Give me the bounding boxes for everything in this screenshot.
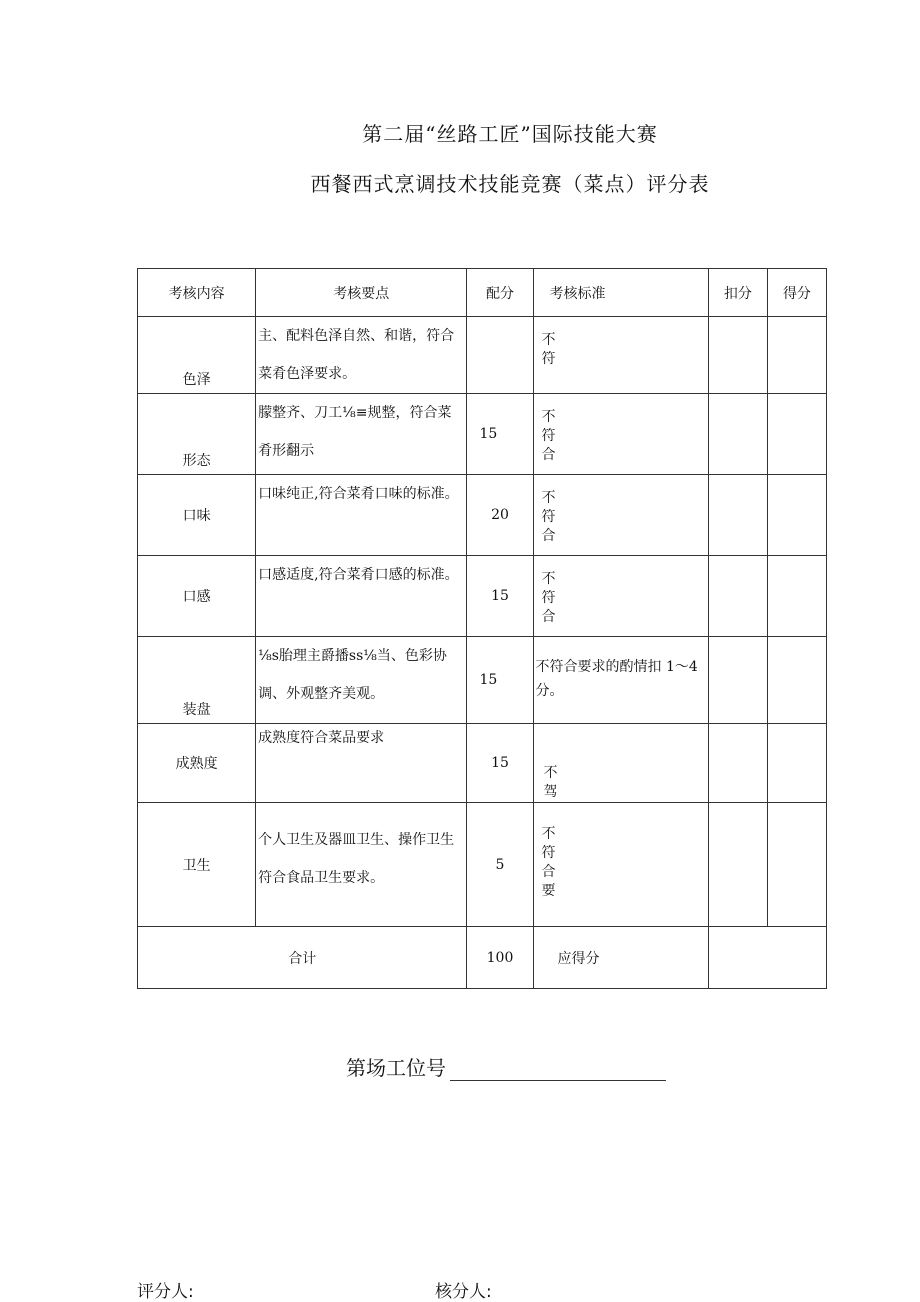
row-standard-text: 不符合 [541, 490, 556, 544]
row-score: 15 [467, 637, 533, 724]
score-table [137, 268, 827, 989]
row-score: 15 [467, 556, 533, 637]
row-earned-cell[interactable] [767, 317, 826, 394]
title-line-1: 第二届“丝路工匠”国际技能大赛 [362, 122, 658, 146]
row-standard [533, 803, 708, 927]
station-line [346, 1052, 666, 1081]
total-score: 100 [467, 927, 533, 989]
row-earned-cell[interactable] [767, 394, 826, 475]
row-points: 个人卫生及器皿卫生、操作卫生符合食品卫生要求。 [256, 803, 467, 927]
row-deduction-cell[interactable] [708, 556, 767, 637]
row-category: 装盘 [138, 637, 256, 724]
row-points: 朦整齐、刀工⅛≡规整，符合菜肴形翻示 [256, 394, 467, 475]
table-header-row [138, 269, 827, 317]
row-earned-cell[interactable] [767, 803, 826, 927]
row-score: 15 [467, 724, 533, 803]
total-standard-label: 应得分 [533, 927, 708, 989]
row-earned-cell[interactable] [767, 556, 826, 637]
row-deduction-cell[interactable] [708, 394, 767, 475]
row-points: 口味纯正,符合菜肴口味的标准。 [256, 475, 467, 556]
row-standard-text: 不驾 [543, 765, 558, 800]
total-row [138, 927, 827, 989]
row-standard-text: 不符合 [541, 571, 556, 625]
row-earned-cell[interactable] [767, 475, 826, 556]
row-deduction-cell[interactable] [708, 317, 767, 394]
row-score: 15 [467, 394, 533, 475]
row-standard [533, 556, 708, 637]
row-deduction-cell[interactable] [708, 724, 767, 803]
title-line-2: 西餐西式烹调技术技能竞赛（菜点）评分表 [310, 172, 710, 196]
station-number-field[interactable] [450, 1060, 666, 1081]
table-row [138, 317, 827, 394]
header-deduction: 扣分 [708, 269, 767, 317]
checker-label: 核分人: [435, 1282, 492, 1302]
row-points: 主、配料色泽自然、和谐，符合菜肴色泽要求。 [256, 317, 467, 394]
header-score: 配分 [467, 269, 533, 317]
table-row [138, 394, 827, 475]
row-standard [533, 317, 708, 394]
row-category: 成熟度 [138, 724, 256, 803]
row-earned-cell[interactable] [767, 637, 826, 724]
row-standard [533, 475, 708, 556]
row-standard-text: 不符合要 [541, 826, 556, 899]
row-standard-text: 不符 [541, 332, 556, 367]
row-standard: 不符合要求的酌情扣 1～4 分。 [533, 637, 708, 724]
station-label: 第场工位号 [346, 1056, 446, 1080]
table-row [138, 803, 827, 927]
row-category: 色泽 [138, 317, 256, 394]
row-score: 5 [467, 803, 533, 927]
row-score [467, 317, 533, 394]
row-standard-text: 不符合 [541, 409, 556, 463]
row-deduction-cell[interactable] [708, 637, 767, 724]
row-deduction-cell[interactable] [708, 803, 767, 927]
table-row [138, 475, 827, 556]
table-row [138, 556, 827, 637]
row-standard [533, 724, 708, 803]
row-points: 口感适度,符合菜肴口感的标准。 [256, 556, 467, 637]
row-deduction-cell[interactable] [708, 475, 767, 556]
total-label: 合计 [138, 927, 467, 989]
row-earned-cell[interactable] [767, 724, 826, 803]
row-score: 20 [467, 475, 533, 556]
table-row [138, 724, 827, 803]
header-earned: 得分 [767, 269, 826, 317]
row-category: 卫生 [138, 803, 256, 927]
header-category: 考核内容 [138, 269, 256, 317]
total-earned-cell[interactable] [708, 927, 826, 989]
row-points: 成熟度符合菜品要求 [256, 724, 467, 803]
table-row [138, 637, 827, 724]
header-standard: 考核标准 [533, 269, 708, 317]
scorer-label: 评分人: [137, 1282, 194, 1302]
header-points: 考核要点 [256, 269, 467, 317]
row-category: 形态 [138, 394, 256, 475]
row-category: 口感 [138, 556, 256, 637]
row-standard [533, 394, 708, 475]
row-points: ⅛s胎理主爵播ss⅛当、色彩协调、外观整齐美观。 [256, 637, 467, 724]
row-category: 口味 [138, 475, 256, 556]
